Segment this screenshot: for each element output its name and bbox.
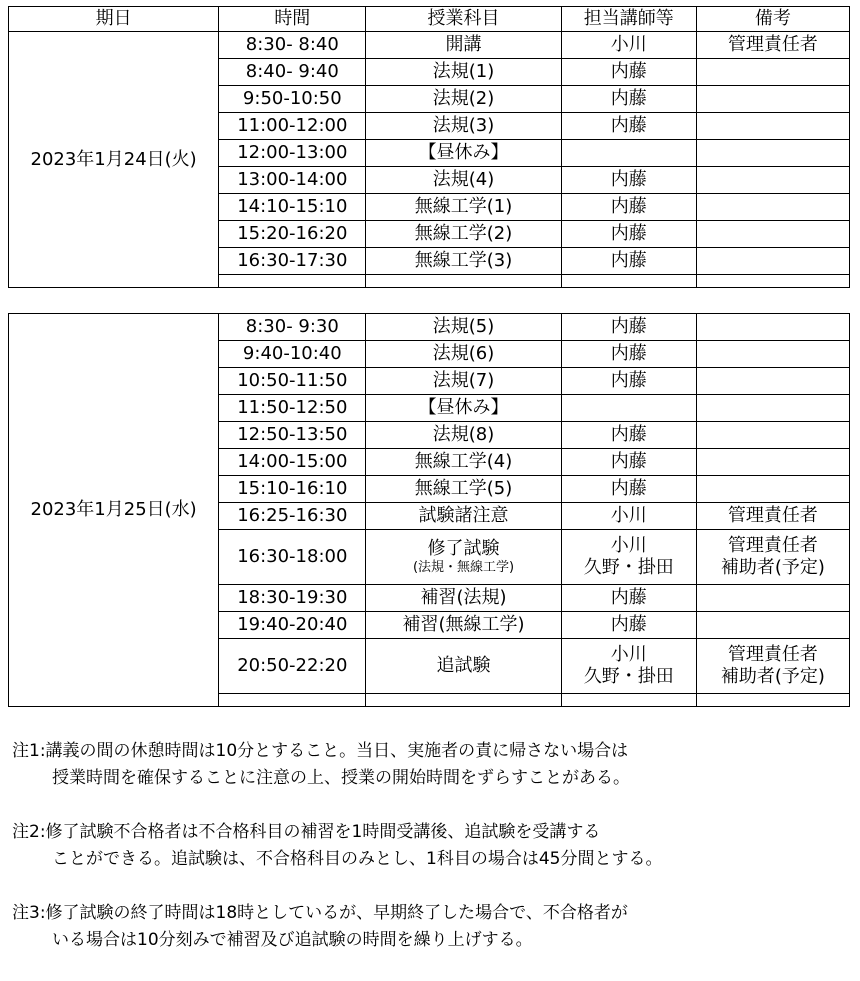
subject-sub: (法規・無線工学) [412, 560, 515, 575]
header-note: 備考 [696, 7, 849, 32]
note-line: ことができる。追試験は、不合格科目のみとし、1科目の場合は45分間とする。 [52, 849, 663, 869]
teacher-cell: 内藤 [561, 86, 696, 113]
teacher-cell [561, 530, 696, 585]
teacher-cell: 内藤 [561, 422, 696, 449]
time-cell: 8:30- 9:30 [219, 314, 366, 341]
subject-cell [366, 530, 561, 585]
note-cell [696, 248, 849, 275]
note-1 [12, 738, 852, 792]
subject-cell: 法規(4) [366, 167, 561, 194]
subject-cell: 法規(2) [366, 86, 561, 113]
time-cell: 20:50-22:20 [219, 639, 366, 694]
subject-cell: 無線工学(1) [366, 194, 561, 221]
time-cell: 9:40-10:40 [219, 341, 366, 368]
header-teacher: 担当講師等 [561, 7, 696, 32]
note-cell [696, 395, 849, 422]
note-line: 管理責任者 [727, 644, 818, 665]
note-cell [696, 113, 849, 140]
teacher-cell: 小川 [561, 503, 696, 530]
schedule-table-day1 [8, 6, 850, 288]
subject-cell: 無線工学(3) [366, 248, 561, 275]
note-cell [696, 612, 849, 639]
note-cell [696, 368, 849, 395]
time-cell: 14:00-15:00 [219, 449, 366, 476]
teacher-cell: 内藤 [561, 612, 696, 639]
teacher-cell: 内藤 [561, 585, 696, 612]
time-cell: 16:25-16:30 [219, 503, 366, 530]
note-cell [696, 314, 849, 341]
note-line: 授業時間を確保することに注意の上、授業の開始時間をずらすことがある。 [52, 768, 630, 788]
teacher-cell: 内藤 [561, 449, 696, 476]
note-cell [696, 585, 849, 612]
date-cell: 2023年1月25日(水) [9, 314, 219, 707]
date-cell: 2023年1月24日(火) [9, 32, 219, 288]
subject-cell: 法規(7) [366, 368, 561, 395]
subject-cell: 【昼休み】 [366, 140, 561, 167]
note-cell: 管理責任者 [696, 32, 849, 59]
note-line: 注2:修了試験不合格者は不合格科目の補習を1時間受講後、追試験を受講する [12, 822, 601, 842]
note-cell [696, 194, 849, 221]
teacher-cell: 内藤 [561, 221, 696, 248]
teacher-cell: 内藤 [561, 113, 696, 140]
time-cell: 16:30-18:00 [219, 530, 366, 585]
note-line: 補助者(予定) [720, 666, 825, 687]
time-cell: 14:10-15:10 [219, 194, 366, 221]
teacher-line: 久野・掛田 [583, 666, 674, 687]
note-cell [696, 167, 849, 194]
subject-cell: 法規(6) [366, 341, 561, 368]
subject-main: 修了試験 [427, 538, 500, 559]
teacher-cell: 内藤 [561, 59, 696, 86]
time-cell: 11:50-12:50 [219, 395, 366, 422]
time-cell: 13:00-14:00 [219, 167, 366, 194]
note-cell: 管理責任者 [696, 503, 849, 530]
time-cell: 8:40- 9:40 [219, 59, 366, 86]
teacher-cell: 内藤 [561, 248, 696, 275]
note-cell [696, 86, 849, 113]
subject-cell: 法規(8) [366, 422, 561, 449]
teacher-cell [561, 395, 696, 422]
teacher-cell: 内藤 [561, 368, 696, 395]
note-line: 注1:講義の間の休憩時間は10分とすること。当日、実施者の責に帰さない場合は [12, 741, 629, 761]
time-cell: 16:30-17:30 [219, 248, 366, 275]
subject-cell: 法規(1) [366, 59, 561, 86]
note-line: 注3:修了試験の終了時間は18時としているが、早期終了した場合で、不合格者が [12, 903, 628, 923]
notes-section [12, 738, 852, 981]
subject-cell: 試験諸注意 [366, 503, 561, 530]
note-cell [696, 449, 849, 476]
table-row [9, 32, 850, 59]
time-cell: 8:30- 8:40 [219, 32, 366, 59]
subject-cell: 無線工学(5) [366, 476, 561, 503]
time-cell: 9:50-10:50 [219, 86, 366, 113]
teacher-cell: 内藤 [561, 167, 696, 194]
note-cell [696, 476, 849, 503]
note-cell [696, 140, 849, 167]
subject-cell: 開講 [366, 32, 561, 59]
teacher-cell: 内藤 [561, 341, 696, 368]
teacher-cell [561, 639, 696, 694]
subject-cell: 【昼休み】 [366, 395, 561, 422]
teacher-cell: 内藤 [561, 194, 696, 221]
header-date: 期日 [9, 7, 219, 32]
subject-cell: 補習(法規) [366, 585, 561, 612]
note-cell [696, 530, 849, 585]
time-cell: 18:30-19:30 [219, 585, 366, 612]
header-subject: 授業科目 [366, 7, 561, 32]
time-cell: 10:50-11:50 [219, 368, 366, 395]
teacher-cell [561, 140, 696, 167]
teacher-line: 小川 [610, 535, 647, 556]
subject-cell: 無線工学(4) [366, 449, 561, 476]
time-cell: 12:50-13:50 [219, 422, 366, 449]
subject-cell: 無線工学(2) [366, 221, 561, 248]
note-cell [696, 341, 849, 368]
teacher-cell: 内藤 [561, 476, 696, 503]
header-time: 時間 [219, 7, 366, 32]
subject-cell: 法規(3) [366, 113, 561, 140]
note-2 [12, 819, 852, 873]
teacher-line: 小川 [610, 644, 647, 665]
note-line: 管理責任者 [727, 535, 818, 556]
note-line: 補助者(予定) [720, 557, 825, 578]
time-cell: 19:40-20:40 [219, 612, 366, 639]
teacher-cell: 内藤 [561, 314, 696, 341]
subject-cell: 法規(5) [366, 314, 561, 341]
time-cell: 12:00-13:00 [219, 140, 366, 167]
subject-cell: 補習(無線工学) [366, 612, 561, 639]
note-3 [12, 900, 852, 954]
time-cell: 15:20-16:20 [219, 221, 366, 248]
note-cell [696, 59, 849, 86]
table-row [9, 314, 850, 341]
teacher-line: 久野・掛田 [583, 557, 674, 578]
note-cell [696, 422, 849, 449]
time-cell: 11:00-12:00 [219, 113, 366, 140]
note-line: いる場合は10分刻みで補習及び追試験の時間を繰り上げする。 [52, 930, 533, 950]
note-cell [696, 639, 849, 694]
header-row [9, 7, 850, 32]
time-cell: 15:10-16:10 [219, 476, 366, 503]
teacher-cell: 小川 [561, 32, 696, 59]
subject-cell: 追試験 [366, 639, 561, 694]
schedule-table-day2 [8, 313, 850, 707]
note-cell [696, 221, 849, 248]
